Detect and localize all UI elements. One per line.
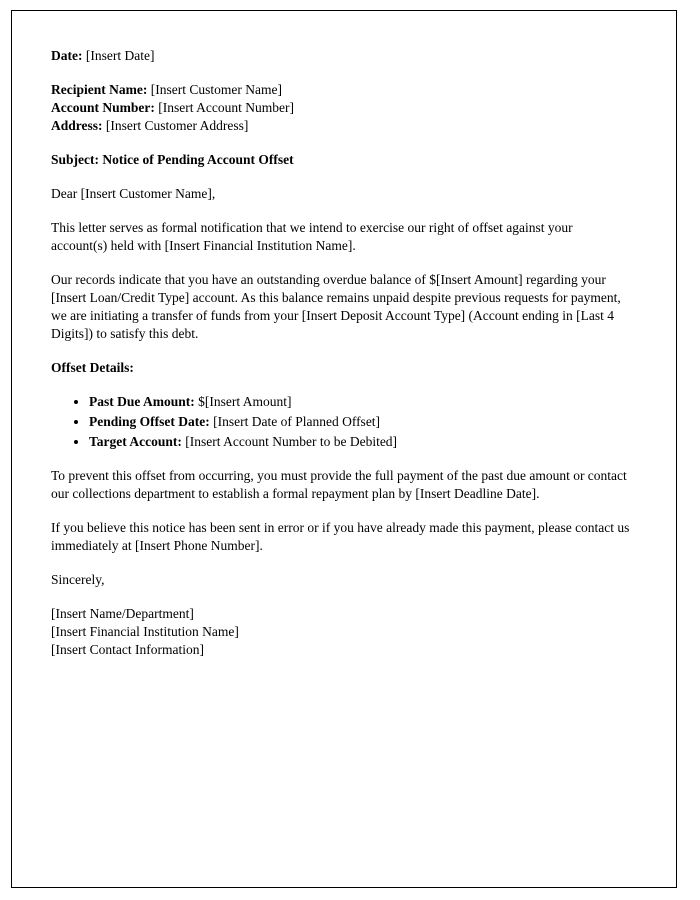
date-line <box>51 47 632 65</box>
salutation: Dear [Insert Customer Name], <box>51 186 216 201</box>
list-item <box>89 393 632 411</box>
offset-details-heading-text: Offset Details: <box>51 360 134 375</box>
recipient-name-line <box>51 81 632 99</box>
offset-details-heading <box>51 359 632 377</box>
past-due-amount-value: $[Insert Amount] <box>198 394 292 409</box>
date-label: Date: <box>51 48 83 63</box>
signature-name: [Insert Name/Department] <box>51 606 194 621</box>
pending-offset-date-label: Pending Offset Date: <box>89 414 210 429</box>
subject-text: Subject: Notice of Pending Account Offset <box>51 152 294 167</box>
offset-details-list <box>51 393 632 451</box>
past-due-amount-label: Past Due Amount: <box>89 394 195 409</box>
paragraph-intro: This letter serves as formal notification that we intend to exercise our right of offset against your account(s) held with [Insert Financial Institution Name]. <box>51 220 573 253</box>
address-value: [Insert Customer Address] <box>105 118 249 133</box>
closing: Sincerely, <box>51 572 105 587</box>
recipient-block <box>51 81 632 135</box>
account-number-line <box>51 99 632 117</box>
pending-offset-date-value: [Insert Date of Planned Offset] <box>213 414 381 429</box>
letter-page <box>11 10 677 888</box>
account-number-label: Account Number: <box>51 100 155 115</box>
address-line <box>51 117 632 135</box>
address-label: Address: <box>51 118 103 133</box>
recipient-name-label: Recipient Name: <box>51 82 148 97</box>
date-value: [Insert Date] <box>85 48 155 63</box>
signature-block <box>51 605 632 659</box>
target-account-value: [Insert Account Number to be Debited] <box>185 434 398 449</box>
list-item <box>89 433 632 451</box>
paragraph-error: If you believe this notice has been sent in error or if you have already made this payment, please contact us immediately at [Insert Phone Number]. <box>51 520 630 553</box>
subject-line <box>51 151 632 169</box>
paragraph-records: Our records indicate that you have an outstanding overdue balance of $[Insert Amount] regarding your [Insert Loan/Credit Type] account. As this balance remains unpaid despite previous requests for payment, we are initiating a transfer of funds from your [Insert Deposit Account Type] (Account ending in [Last 4 Digits]) to satisfy this debt. <box>51 272 621 341</box>
target-account-label: Target Account: <box>89 434 182 449</box>
list-item <box>89 413 632 431</box>
signature-contact: [Insert Contact Information] <box>51 642 204 657</box>
recipient-name-value: [Insert Customer Name] <box>150 82 282 97</box>
paragraph-prevent: To prevent this offset from occurring, you must provide the full payment of the past due amount or contact our collections department to establish a formal repayment plan by [Insert Deadline Date]. <box>51 468 627 501</box>
signature-institution: [Insert Financial Institution Name] <box>51 624 239 639</box>
account-number-value: [Insert Account Number] <box>158 100 294 115</box>
